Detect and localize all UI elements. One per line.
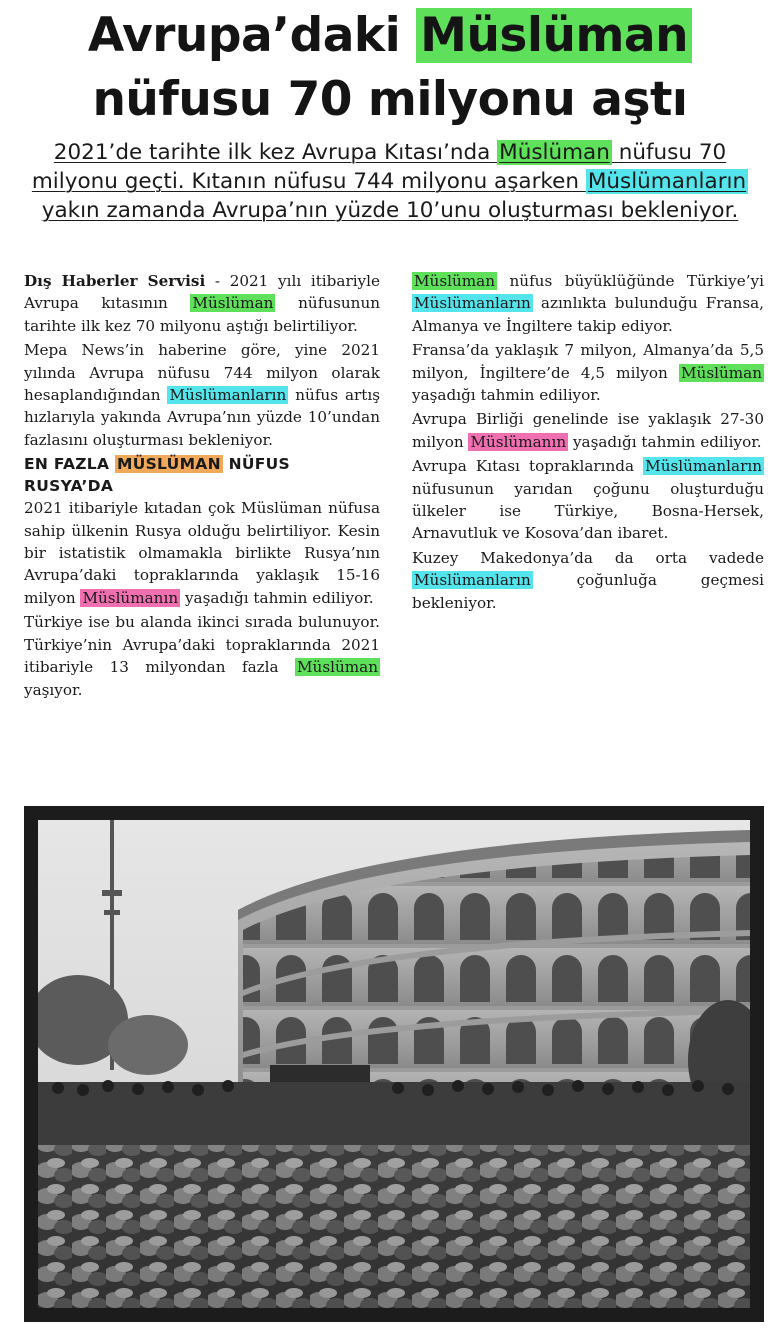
paragraph-text: Avrupa Birliği genelinde ise yaklaşık 27-30 milyon [412, 410, 764, 451]
standing-crowd [38, 1082, 750, 1152]
paragraph-text: nüfus artış hızlarıyla yakında Avrupa’nın yüzde 10’undan fazlasını oluşturması bekleniyor. [24, 386, 381, 449]
highlight-muslim: Müslüman [192, 294, 274, 313]
subhead-text: 2021’de tarihte ilk kez Avrupa Kıtası’nda [53, 140, 491, 165]
section-heading-text: NÜFUS RUSYA’DA [24, 455, 290, 496]
subheadline [30, 138, 750, 225]
subhead-text: yakın zamanda Avrupa’nın yüzde 10’unu oluşturması bekleniyor. [41, 198, 739, 223]
section-heading [24, 453, 380, 497]
highlight-muslims: Müslümanların [414, 571, 531, 590]
paragraph-text: 2021 itibariyle kıtadan çok Müslüman nüfusa sahip ülkenin Rusya olduğu belirtiliyor. Kesin bir istatistik olmamakla birlikte Rusya’nın Avrupa’daki topraklarında yaklaşık 15-16 milyon [24, 499, 380, 607]
highlight-muslim: Müslüman [296, 658, 378, 677]
highlight-muslim: Müslümanın [470, 432, 567, 451]
paragraph-text: azınlıkta bulunduğu Fransa, Almanya ve İngiltere takip ediyor. [412, 294, 765, 335]
paragraph-text: nüfusunun yarıdan çoğunu oluşturduğu ülkeler ise Türkiye, Bosna-Hersek, Arnavutluk ve Kosova’dan ibaret. [412, 479, 764, 543]
paragraph [412, 408, 764, 453]
headline-line2: nüfusu 70 milyonu aştı [92, 72, 688, 127]
paragraph-text: yaşıyor. [24, 680, 83, 699]
paragraph [412, 455, 764, 545]
paragraph [412, 270, 764, 337]
article-column-1 [24, 270, 380, 703]
paragraph-text: Fransa’da yaklaşık 7 milyon, Almanya’da 5,5 milyon, İngiltere’de 4,5 milyon [412, 341, 764, 382]
paragraph-text: - 2021 yılı itibariyle Avrupa kıtasının [24, 272, 380, 313]
paragraph [412, 339, 764, 406]
highlight-muslim: Müslüman [680, 363, 762, 382]
byline: Dış Haberler Servisi [24, 272, 206, 290]
subhead-text: nüfusu 70 milyonu geçti. Kıtanın nüfusu 744 milyonu aşarken [31, 140, 727, 194]
paragraph-text: nüfusunun tarihte ilk kez 70 milyonu aştığı belirtiliyor. [24, 294, 381, 335]
paragraph-text: yaşadığı tahmin ediliyor. [572, 432, 762, 451]
section-heading-text: EN FAZLA [24, 455, 110, 474]
photo-illustration [38, 820, 750, 1308]
paragraph [24, 611, 380, 701]
article-column-2 [412, 270, 764, 616]
paragraph-text: Avrupa Kıtası topraklarında [412, 457, 635, 476]
highlight-muslim: MÜSLÜMAN [116, 455, 221, 474]
paragraph-text: yaşadığı tahmin ediliyor. [184, 588, 374, 607]
paragraph-text: Türkiye ise bu alanda ikinci sırada bulunuyor. Türkiye’nin Avrupa’daki topraklarında 2021 itibariyle 13 milyondan fazla [24, 613, 380, 677]
paragraph [24, 270, 380, 337]
photo-frame [24, 806, 764, 1322]
highlight-muslims: Müslümanların [645, 457, 762, 476]
paragraph-text: yaşadığı tahmin ediliyor. [412, 386, 601, 405]
paragraph [24, 339, 380, 451]
paragraph-text: nüfus büyüklüğünde Türkiye’yi [509, 272, 764, 290]
paragraph-text: Mepa News’in haberine göre, yine 2021 yılında Avrupa nüfusu 744 milyon olarak hesaplandığından [24, 341, 380, 405]
highlight-muslim: Müslümanın [82, 588, 179, 607]
paragraph-text: Kuzey Makedonya’da da orta vadede [412, 548, 764, 567]
highlight-muslim: Müslüman [414, 272, 496, 290]
paragraph-text: çoğunluğa geçmesi bekleniyor. [412, 571, 764, 612]
highlight-muslim: Müslüman [499, 140, 610, 165]
headline [0, 4, 780, 132]
headline-text: Avrupa’daki [87, 8, 401, 63]
highlight-muslims: Müslümanların [169, 386, 287, 405]
highlight-muslims: Müslümanların [414, 294, 531, 313]
highlight-muslims: Müslümanların [587, 169, 747, 194]
paragraph [412, 547, 764, 614]
headline-line1 [88, 8, 692, 63]
highlight-muslim: Müslüman [416, 8, 692, 63]
colosseum-prayer-photo [38, 820, 750, 1308]
paragraph [24, 497, 380, 609]
